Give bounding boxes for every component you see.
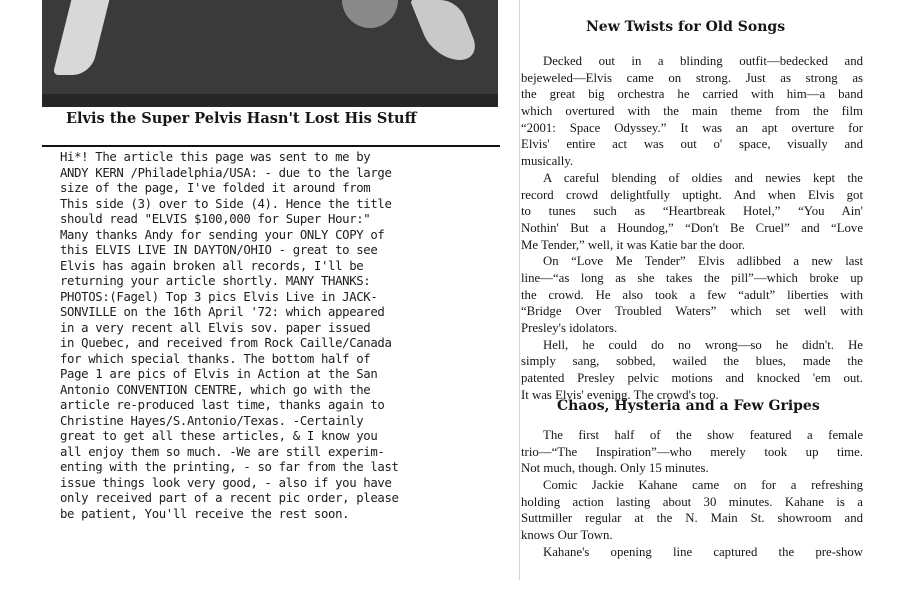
letter-line: article re-produced last time, thanks again to: [60, 398, 385, 412]
article-line: which overtured with the main theme from the film: [521, 104, 863, 119]
article-line: holding action lasting about 30 minutes. Kahane is a: [521, 494, 863, 509]
article-line: The first half of the show featured a female: [543, 428, 863, 442]
section-heading-new-twists: New Twists for Old Songs: [586, 19, 786, 35]
letter-line: PHOTOS:(Fagel) Top 3 pics Elvis Live in JACK-: [60, 289, 378, 304]
article-line: musically.: [521, 154, 574, 169]
article-line: Decked out in a blinding outfit—bedecked and: [543, 54, 863, 68]
letter-line: This side (3) over to Side (4). Hence the title: [60, 196, 392, 211]
article-line: trio—“The Inspiration”—who merely took up time.: [521, 444, 863, 459]
letter-line: Page 1 are pics of Elvis in Action at the San: [60, 367, 378, 381]
article-line: to tunes such as “Heartbreak Hotel,” “You Ain': [521, 204, 863, 219]
letter-line: size of the page, I've folded it around from: [60, 181, 371, 195]
letter-line: should read "ELVIS $100,000 for Super Hour:": [60, 212, 371, 226]
caption-rule: [42, 145, 500, 147]
article-line: “Bridge Over Troubled Waters” which set well with: [521, 304, 863, 319]
article-line: patented Presley pelvic motions and knocked 'em out.: [521, 371, 863, 386]
article-line: On “Love Me Tender” Elvis adlibbed a new last: [543, 254, 863, 269]
stage-photo: [42, 0, 498, 107]
performer-boot-highlight: [410, 0, 482, 60]
stage-spotlight: [342, 0, 398, 28]
article-line: Hell, he could do no wrong—so he didn't. He: [543, 337, 863, 352]
letter-line: Hi*! The article this page was sent to me by: [60, 150, 371, 164]
letter-line: returning your article shortly. MANY THANKS:: [60, 274, 371, 288]
letter-line: this ELVIS LIVE IN DAYTON/OHIO - great to see: [60, 243, 378, 257]
article-line: the crowd. He also took a few “adult” liberties with: [521, 287, 863, 302]
performer-figure-highlight: [53, 0, 110, 75]
stage-floor: [42, 94, 498, 107]
letter-line: in a very recent all Elvis sov. paper issued: [60, 320, 371, 335]
letter-line: enting with the printing, - so far from the last: [60, 460, 399, 474]
article-line: record crowd delightfully uptight. And when Elvis got: [521, 187, 863, 202]
letter-line: SONVILLE on the 16th April '72: which appeared: [60, 305, 385, 319]
letter-line: issue things look very good, - also if you have: [60, 475, 392, 490]
letter-line: great to get all these articles, & I know you: [60, 429, 378, 443]
column-divider: [519, 0, 520, 580]
article-line: Suttmiller regular at the N. Main St. showroom and: [521, 511, 863, 526]
letter-line: all enjoy them so much. -We are still experim-: [60, 444, 385, 459]
article-line: knows Our Town.: [521, 528, 613, 543]
article-line: Comic Jackie Kahane came on for a refreshing: [543, 478, 863, 493]
article-section-2: [521, 427, 863, 561]
letter-line: for which special thanks. The bottom half of: [60, 351, 371, 366]
article-line: Elvis' entire act was out o' space, visually and: [521, 137, 863, 152]
article-line: Presley's idolators.: [521, 321, 618, 335]
article-line: A careful blending of oldies and newies kept the: [543, 170, 863, 185]
article-line: the great big orchestra he carried with him—a band: [521, 87, 863, 102]
letter-line: ANDY KERN /Philadelphia/USA: - due to the large: [60, 165, 392, 180]
typewritten-letter: [60, 150, 510, 522]
letter-line: only received part of a recent pic order, please: [60, 491, 399, 505]
article-line: Kahane's opening line captured the pre-show: [543, 544, 863, 559]
photo-caption: Elvis the Super Pelvis Hasn't Lost His Stuff: [66, 110, 417, 127]
article-line: “2001: Space Odyssey.” It was an apt overture for: [521, 120, 863, 135]
article-line: line—“as long as she takes the pill”—which broke up: [521, 270, 863, 285]
article-line: It was Elvis' evening. The crowd's too.: [521, 387, 719, 402]
article-line: bejeweled—Elvis came on strong. Just as strong as: [521, 70, 863, 85]
letter-line: Elvis has again broken all records, I'll be: [60, 258, 364, 273]
article-line: Me Tender,” well, it was Katie bar the door.: [521, 237, 746, 252]
letter-line: Christine Hayes/S.Antonio/Texas. -Certainly: [60, 413, 364, 428]
letter-line: Many thanks Andy for sending your ONLY COPY of: [60, 227, 385, 242]
article-line: simply sang, sobbed, wailed the blues, made the: [521, 354, 863, 369]
section-heading-chaos: Chaos, Hysteria and a Few Gripes: [557, 398, 820, 414]
letter-line: be patient, You'll receive the rest soon.: [60, 506, 350, 521]
article-line: Nothin' But a Houndog,” “Don't Be Cruel” and “Love: [521, 220, 863, 235]
article-line: Not much, though. Only 15 minutes.: [521, 461, 709, 476]
letter-line: in Quebec, and received from Rock Caille/Canada: [60, 336, 392, 350]
letter-line: Antonio CONVENTION CENTRE, which go with the: [60, 382, 371, 397]
article-section-1: [521, 53, 863, 403]
